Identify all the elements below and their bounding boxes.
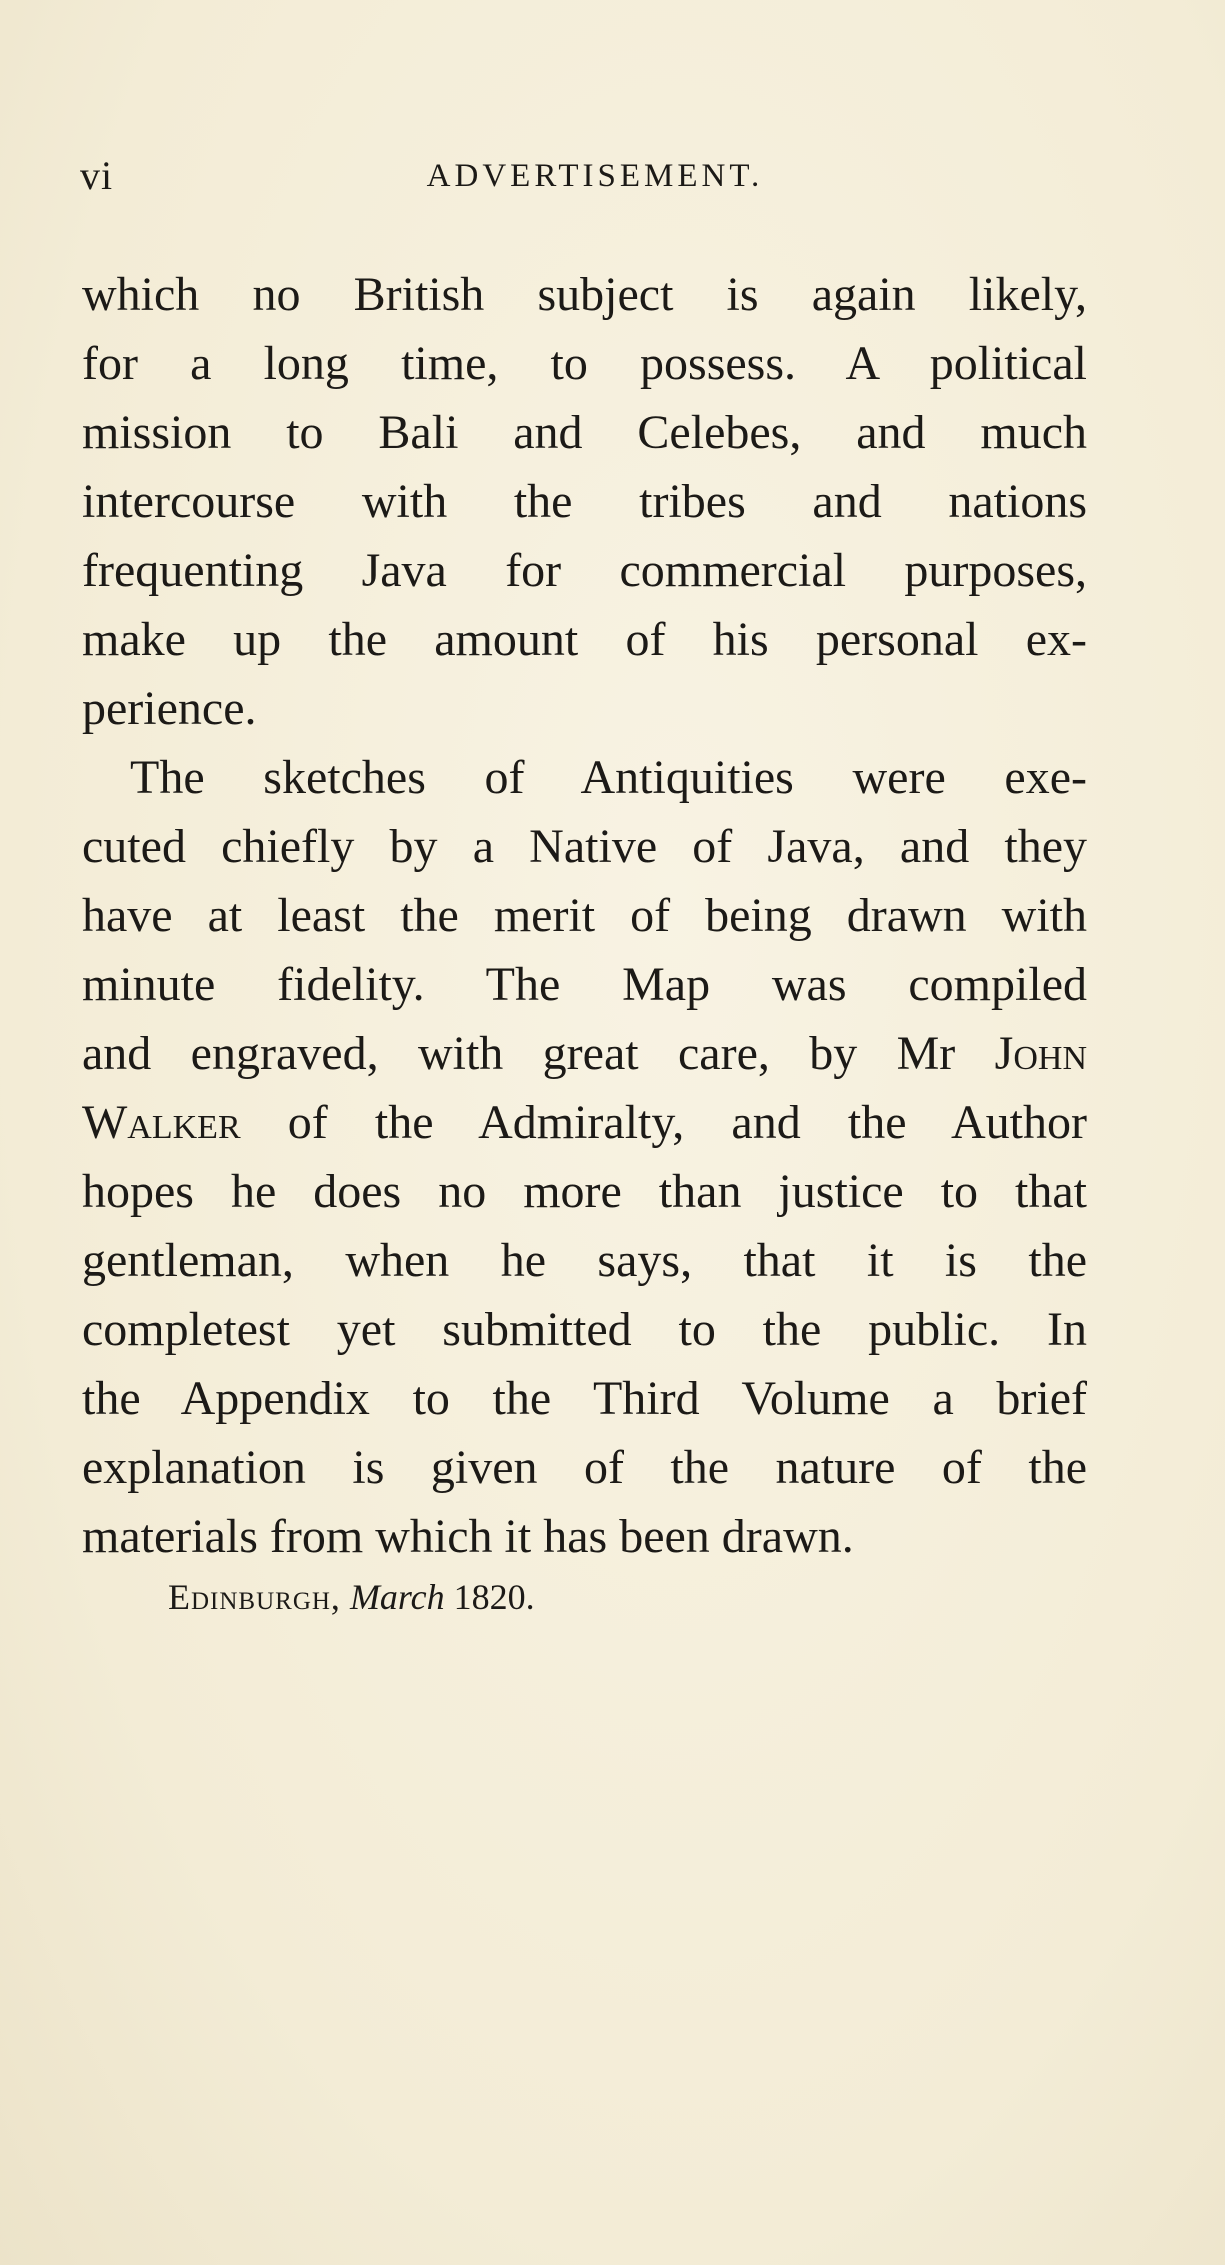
- text-line: cuted chiefly by a Native of Java, and they: [82, 820, 1087, 873]
- text-line: intercourse with the tribes and nations: [82, 475, 1087, 528]
- text-line: have at least the merit of being drawn with: [82, 889, 1087, 942]
- text-line: explanation is given of the nature of the: [82, 1441, 1087, 1494]
- paragraph-start-line: The sketches of Antiquities were exe-: [130, 751, 1087, 804]
- text-line: hopes he does no more than justice to that: [82, 1165, 1087, 1218]
- text-line: minute fidelity. The Map was compiled: [82, 958, 1087, 1011]
- dateline-place: Edinburgh,: [168, 1577, 341, 1617]
- text-line: which no British subject is again likely,: [82, 268, 1087, 321]
- text-fragment: and engraved, with great care, by Mr: [82, 1027, 995, 1080]
- dateline: [168, 1576, 535, 1618]
- text-line: [82, 1088, 1087, 1157]
- text-line: frequenting Java for commercial purposes,: [82, 544, 1087, 597]
- text-line: [82, 1019, 1087, 1088]
- dateline-month: March: [349, 1577, 445, 1617]
- page-number: vi: [80, 153, 114, 198]
- page-header: [80, 152, 1090, 202]
- text-line: materials from which it has been drawn.: [82, 1510, 854, 1563]
- text-fragment: of the Admiralty, and the Author: [240, 1096, 1087, 1149]
- text-line: perience.: [82, 682, 257, 735]
- text-line: the Appendix to the Third Volume a brief: [82, 1372, 1087, 1425]
- text-line: gentleman, when he says, that it is the: [82, 1234, 1087, 1287]
- text-line: mission to Bali and Celebes, and much: [82, 406, 1087, 459]
- body-text: [82, 260, 1087, 1571]
- text-line: completest yet submitted to the public. In: [82, 1303, 1087, 1356]
- person-first-name: John: [994, 1027, 1087, 1080]
- text-line: make up the amount of his personal ex-: [82, 613, 1087, 666]
- person-surname: Walker: [82, 1096, 241, 1149]
- running-head: ADVERTISEMENT.: [426, 158, 764, 194]
- dateline-year: 1820.: [453, 1577, 535, 1617]
- text-line: for a long time, to possess. A political: [82, 337, 1087, 390]
